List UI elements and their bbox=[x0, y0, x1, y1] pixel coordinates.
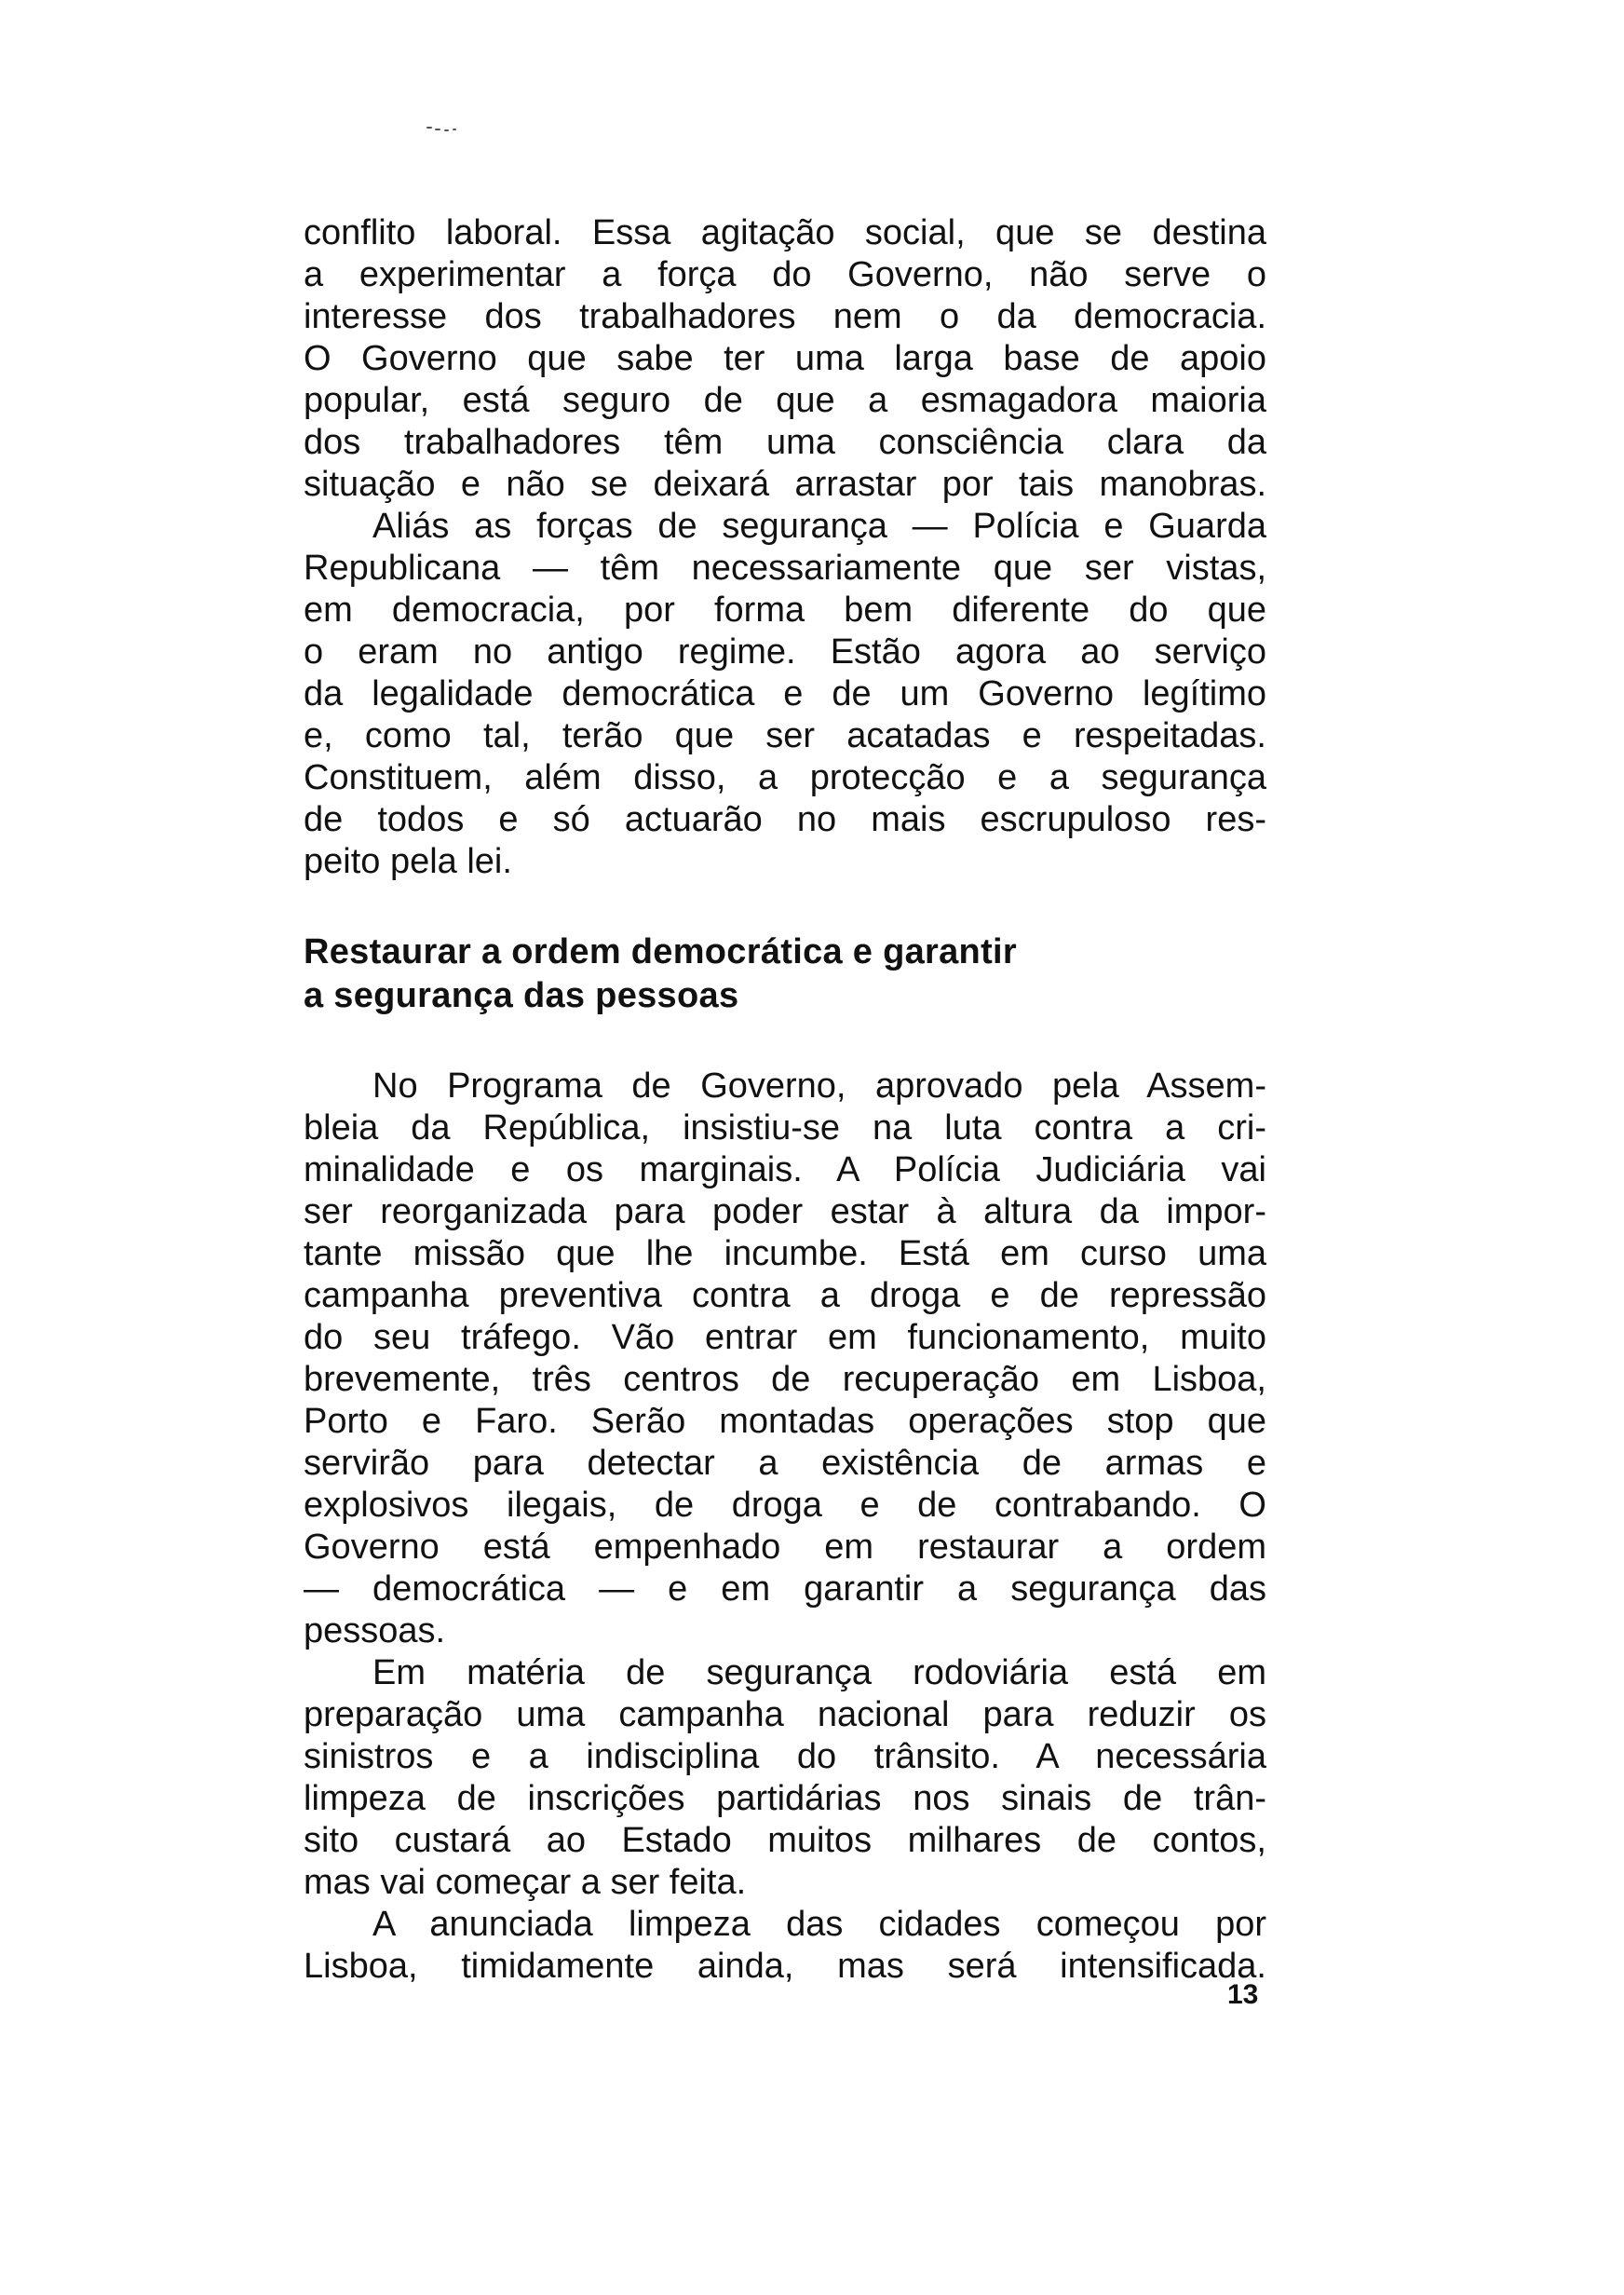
text-line: brevemente, três centros de recuperação em Lisboa, bbox=[304, 1360, 1266, 1399]
text-line: Aliás as forças de segurança — Polícia e Guarda bbox=[372, 507, 1266, 546]
paragraph bbox=[304, 1904, 1266, 1988]
text-line: tante missão que lhe incumbe. Está em curso uma bbox=[304, 1234, 1266, 1273]
text-line: conflito laboral. Essa agitação social, que se destina bbox=[304, 213, 1266, 252]
paragraph bbox=[304, 1066, 1266, 1652]
text-line: — democrática — e em garantir a segurança das bbox=[304, 1569, 1266, 1609]
text-line: interesse dos trabalhadores nem o da democracia. bbox=[304, 297, 1266, 336]
text-line: do seu tráfego. Vão entrar em funcionamento, muito bbox=[304, 1318, 1266, 1357]
text-line: situação e não se deixará arrastar por tais manobras. bbox=[304, 465, 1266, 504]
text-line: sinistros e a indisciplina do trânsito. A necessária bbox=[304, 1737, 1266, 1776]
text-line: sito custará ao Estado muitos milhares de contos, bbox=[304, 1821, 1266, 1860]
text-line: Republicana — têm necessariamente que ser vistas, bbox=[304, 549, 1266, 588]
text-line: ser reorganizada para poder estar à altura da impor- bbox=[304, 1192, 1266, 1231]
text-line: servirão para detectar a existência de armas e bbox=[304, 1444, 1266, 1483]
paragraph bbox=[304, 212, 1266, 506]
text-line: Lisboa, timidamente ainda, mas será intensificada. bbox=[304, 1947, 1266, 1986]
body-text bbox=[304, 212, 1266, 1988]
text-line: mas vai começar a ser feita. bbox=[304, 1863, 747, 1902]
section-heading bbox=[304, 930, 1266, 1018]
text-line: preparação uma campanha nacional para reduzir os bbox=[304, 1695, 1266, 1734]
text-line: limpeza de inscrições partidárias nos sinais de trân- bbox=[304, 1779, 1266, 1818]
text-line: em democracia, por forma bem diferente do que bbox=[304, 591, 1266, 630]
scan-speck bbox=[426, 127, 464, 132]
heading-line: a segurança das pessoas bbox=[304, 976, 739, 1015]
text-line: a experimentar a força do Governo, não serve o bbox=[304, 255, 1266, 294]
text-line: Porto e Faro. Serão montadas operações stop que bbox=[304, 1402, 1266, 1441]
text-line: bleia da República, insistiu-se na luta contra a cri- bbox=[304, 1108, 1266, 1148]
heading-line: Restaurar a ordem democrática e garantir bbox=[304, 932, 1017, 971]
page-number: 13 bbox=[1227, 1979, 1259, 2010]
text-line: minalidade e os marginais. A Polícia Judiciária vai bbox=[304, 1150, 1266, 1189]
text-line: peito pela lei. bbox=[304, 842, 512, 881]
text-line: Governo está empenhado em restaurar a ordem bbox=[304, 1528, 1266, 1567]
text-line: O Governo que sabe ter uma larga base de apoio bbox=[304, 339, 1266, 378]
text-line: da legalidade democrática e de um Governo legítimo bbox=[304, 674, 1266, 713]
text-line: dos trabalhadores têm uma consciência clara da bbox=[304, 423, 1266, 462]
text-line: A anunciada limpeza das cidades começou por bbox=[372, 1905, 1266, 1944]
paragraph bbox=[304, 1652, 1266, 1904]
text-line: pessoas. bbox=[304, 1611, 446, 1650]
text-line: popular, está seguro de que a esmagadora maioria bbox=[304, 381, 1266, 420]
text-line: Constituem, além disso, a protecção e a segurança bbox=[304, 758, 1266, 797]
text-line: o eram no antigo regime. Estão agora ao serviço bbox=[304, 632, 1266, 672]
paragraph bbox=[304, 506, 1266, 883]
text-line: explosivos ilegais, de droga e de contrabando. O bbox=[304, 1486, 1266, 1525]
text-line: campanha preventiva contra a droga e de repressão bbox=[304, 1276, 1266, 1315]
text-line: No Programa de Governo, aprovado pela Assem- bbox=[372, 1066, 1266, 1106]
text-line: de todos e só actuarão no mais escrupuloso res- bbox=[304, 800, 1266, 839]
text-line: e, como tal, terão que ser acatadas e respeitadas. bbox=[304, 716, 1266, 755]
text-line: Em matéria de segurança rodoviária está em bbox=[372, 1653, 1266, 1692]
